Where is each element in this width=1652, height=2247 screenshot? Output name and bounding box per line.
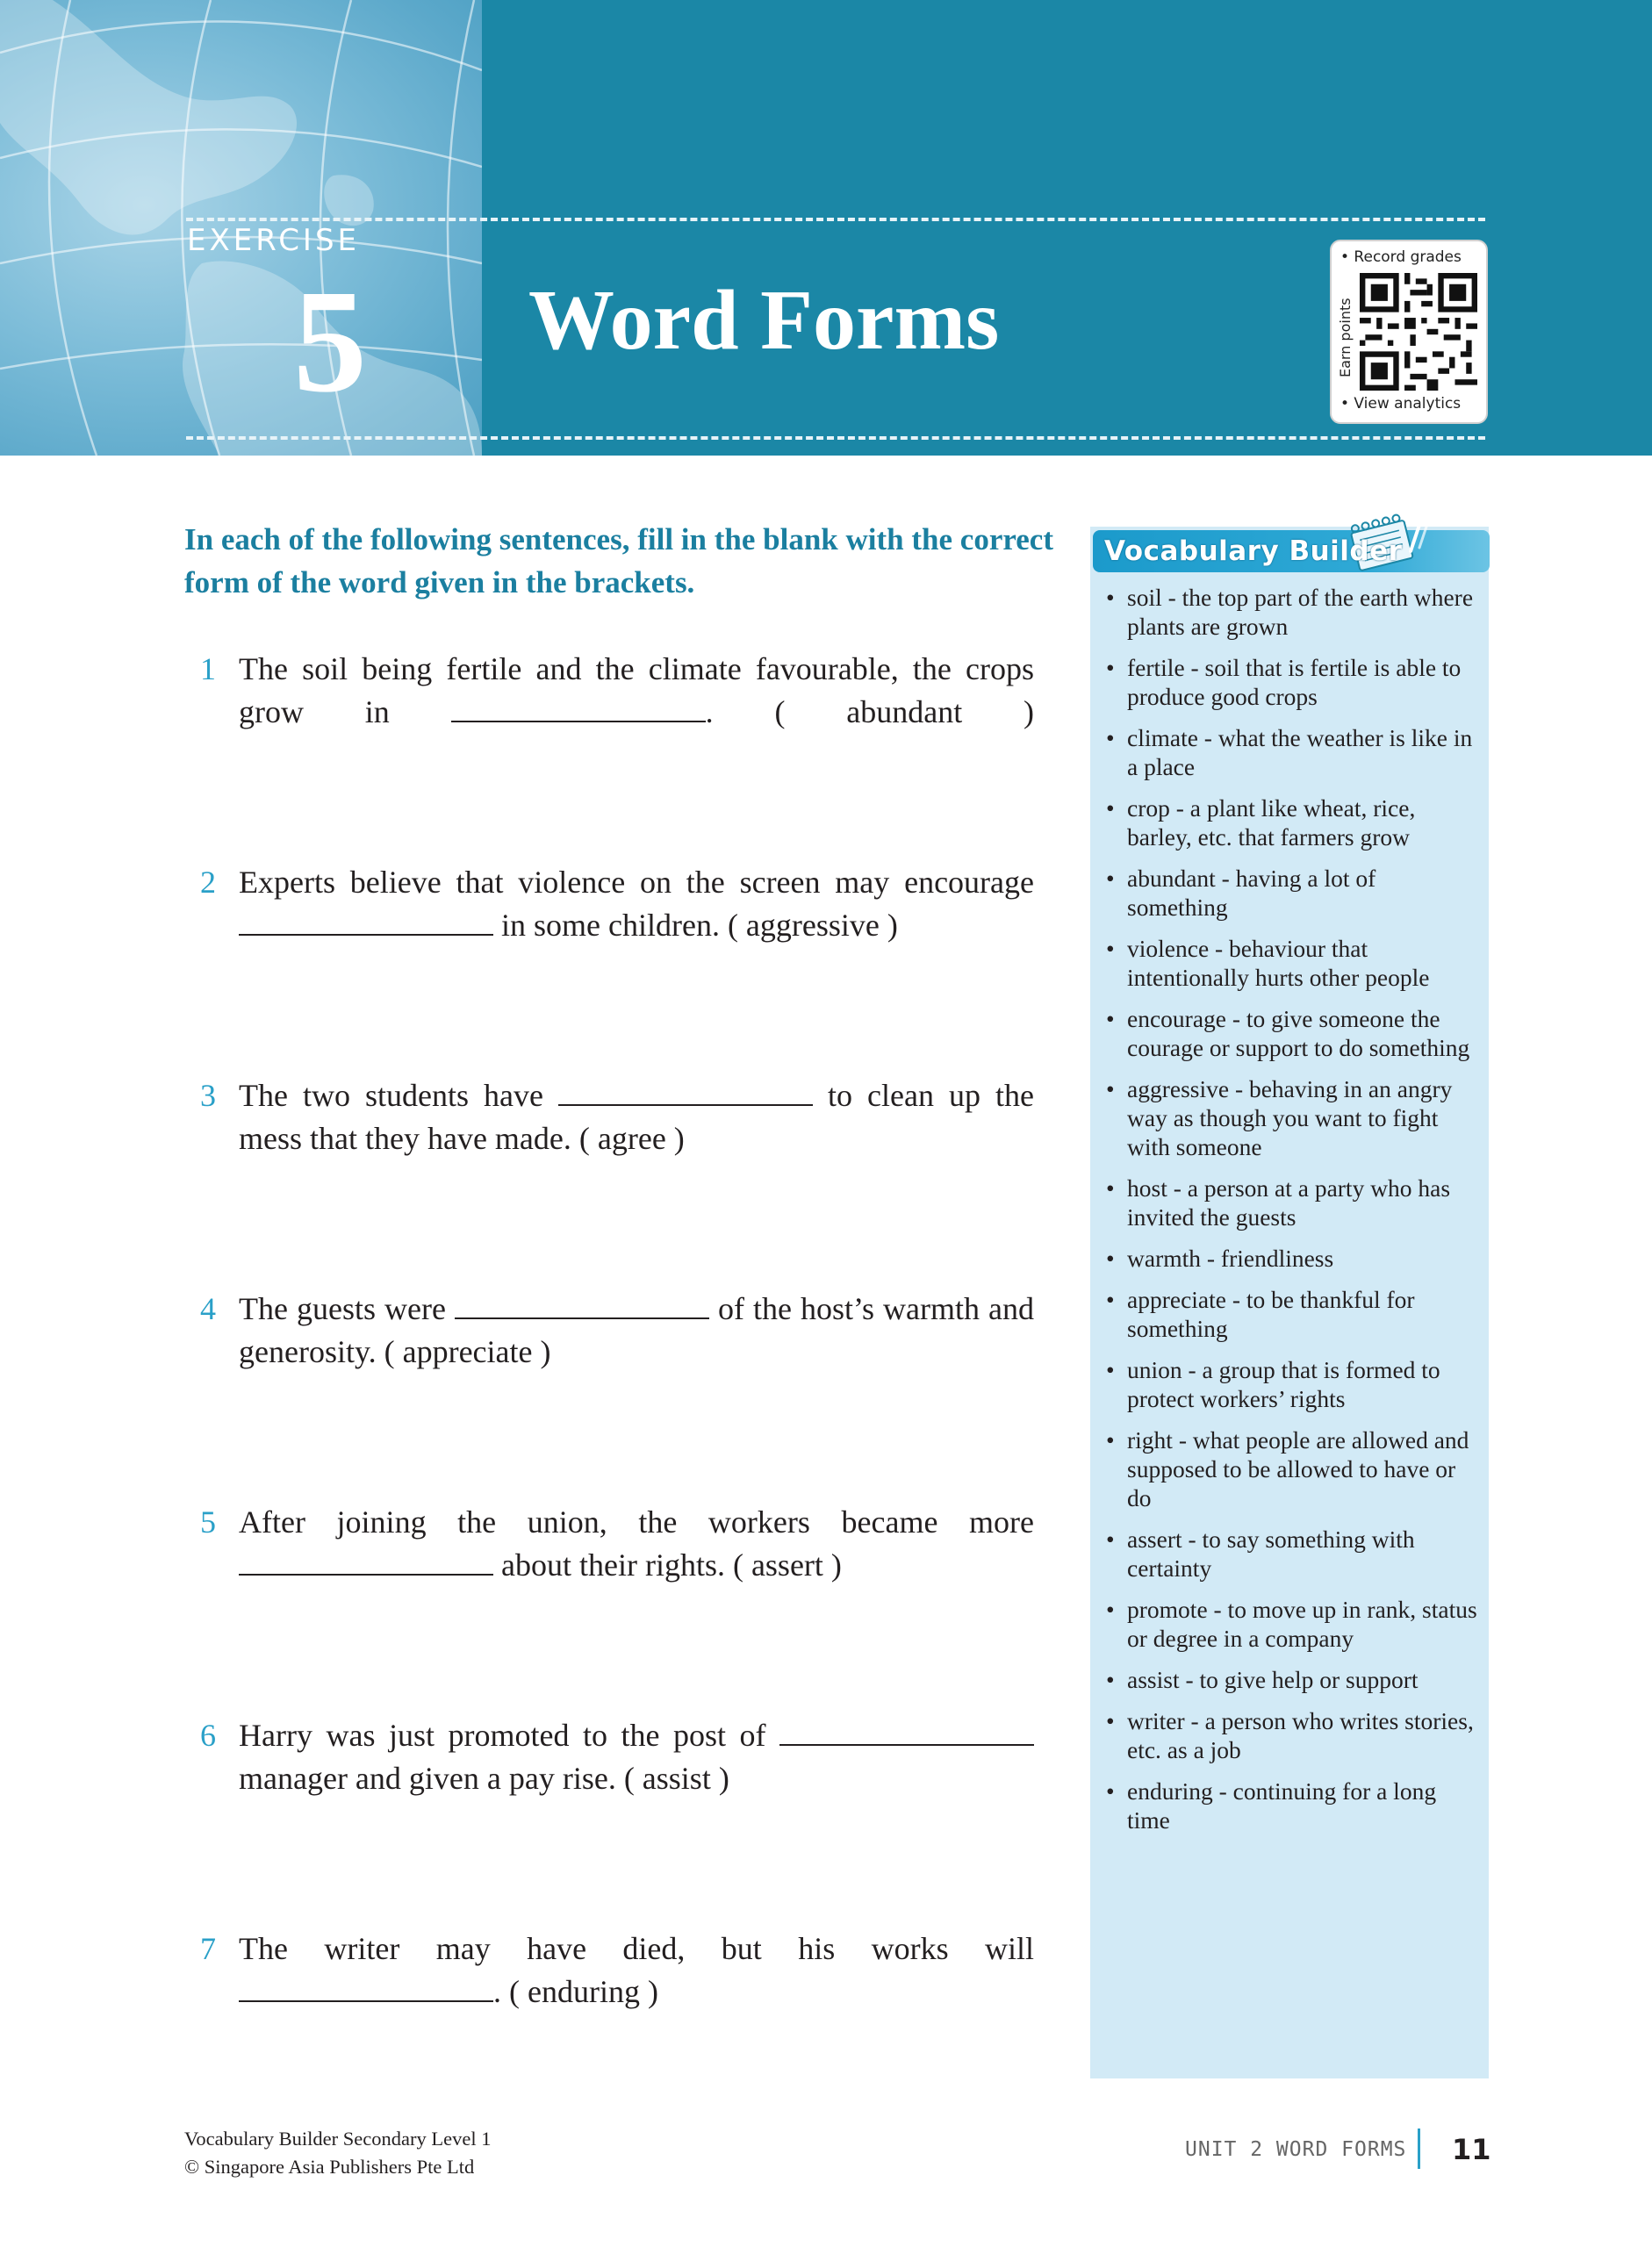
header-banner — [0, 0, 1652, 456]
question-7 — [200, 1928, 1034, 2014]
exercise-number: 5 — [293, 260, 367, 423]
answer-blank[interactable] — [779, 1718, 1034, 1746]
qr-earn-points: Earn points — [1337, 298, 1354, 377]
question-5 — [200, 1501, 1034, 1587]
answer-blank[interactable] — [239, 1547, 493, 1576]
vocab-item: • warmth - friendliness — [1104, 1244, 1482, 1273]
vocab-item: • promote - to move up in rank, status or degree in a company — [1104, 1595, 1482, 1653]
question-text: Experts believe that violence on the screen may encourage in some children. ( aggressive ) — [239, 865, 1034, 943]
question-3 — [200, 1074, 1034, 1160]
question-number: 3 — [200, 1078, 216, 1113]
footer-copyright: © Singapore Asia Publishers Pte Ltd — [184, 2156, 475, 2178]
footer-unit-label: UNIT 2 WORD FORMS — [1185, 2138, 1407, 2161]
vocab-item: • appreciate - to be thankful for something — [1104, 1285, 1482, 1343]
qr-record-grades: • Record grades — [1340, 248, 1462, 266]
question-4 — [200, 1288, 1034, 1374]
vocab-item: • abundant - having a lot of something — [1104, 864, 1482, 922]
qr-view-analytics: • View analytics — [1340, 395, 1462, 413]
question-number: 5 — [200, 1504, 216, 1540]
vocab-item: • writer - a person who writes stories, etc. as a job — [1104, 1706, 1482, 1764]
vocab-builder-title: Vocabulary Builder — [1104, 535, 1403, 567]
vocab-item: • host - a person at a party who has invited the guests — [1104, 1174, 1482, 1231]
vocab-item: • fertile - soil that is fertile is able to produce good crops — [1104, 653, 1482, 711]
question-1 — [200, 648, 1034, 734]
answer-blank[interactable] — [558, 1078, 813, 1106]
vocab-item: • right - what people are allowed and supposed to be allowed to have or do — [1104, 1425, 1482, 1512]
question-number: 1 — [200, 651, 216, 686]
question-number: 2 — [200, 865, 216, 900]
dashed-rule-bottom — [186, 436, 1485, 440]
vocab-item: • assist - to give help or support — [1104, 1665, 1482, 1694]
page-number: 11 — [1452, 2133, 1491, 2166]
vocab-item: • encourage - to give someone the courage or support to do something — [1104, 1004, 1482, 1062]
vocab-item: • assert - to say something with certainty — [1104, 1525, 1482, 1583]
footer-credits — [184, 2125, 491, 2181]
vocab-item: • soil - the top part of the earth where plants are grown — [1104, 583, 1482, 641]
answer-blank[interactable] — [451, 694, 706, 722]
vocab-list — [1104, 583, 1482, 1847]
question-number: 7 — [200, 1931, 216, 1966]
vocab-item: • violence - behaviour that intentionally hurts other people — [1104, 934, 1482, 992]
question-6 — [200, 1714, 1034, 1800]
vocab-item: • aggressive - behaving in an angry way as though you want to fight with someone — [1104, 1074, 1482, 1161]
vocab-item: • union - a group that is formed to protect workers’ rights — [1104, 1355, 1482, 1413]
answer-blank[interactable] — [239, 908, 493, 936]
question-number: 6 — [200, 1718, 216, 1753]
dashed-rule-top — [186, 218, 1485, 221]
question-text: The writer may have died, but his works will . ( enduring ) — [239, 1931, 1034, 2009]
vocab-item: • crop - a plant like wheat, rice, barley, etc. that farmers grow — [1104, 793, 1482, 851]
question-text: The soil being fertile and the climate favourable, the crops grow in . ( abundant ) — [239, 651, 1034, 729]
exercise-label: EXERCISE — [187, 223, 361, 258]
footer-book-title: Vocabulary Builder Secondary Level 1 — [184, 2128, 492, 2150]
qr-code-icon — [1360, 273, 1477, 391]
question-text: The guests were of the host’s warmth and generosity. ( appreciate ) — [239, 1291, 1034, 1369]
qr-code-card[interactable] — [1330, 240, 1488, 424]
vocab-item: • climate - what the weather is like in a place — [1104, 723, 1482, 781]
question-2 — [200, 861, 1034, 947]
question-text: Harry was just promoted to the post of manager and given a pay rise. ( assist ) — [239, 1714, 1034, 1800]
answer-blank[interactable] — [239, 1974, 493, 2002]
instructions: In each of the following sentences, fill in the blank with the correct form of the word given in the brackets. — [184, 522, 1053, 599]
answer-blank[interactable] — [455, 1291, 709, 1319]
vocab-item: • enduring - continuing for a long time — [1104, 1777, 1482, 1834]
question-number: 4 — [200, 1291, 216, 1326]
question-text: The two students have to clean up the mess that they have made. ( agree ) — [239, 1078, 1034, 1156]
page-title: Word Forms — [528, 273, 1000, 368]
question-text: After joining the union, the workers became more about their rights. ( assert ) — [239, 1504, 1034, 1583]
footer-divider — [1418, 2129, 1420, 2169]
